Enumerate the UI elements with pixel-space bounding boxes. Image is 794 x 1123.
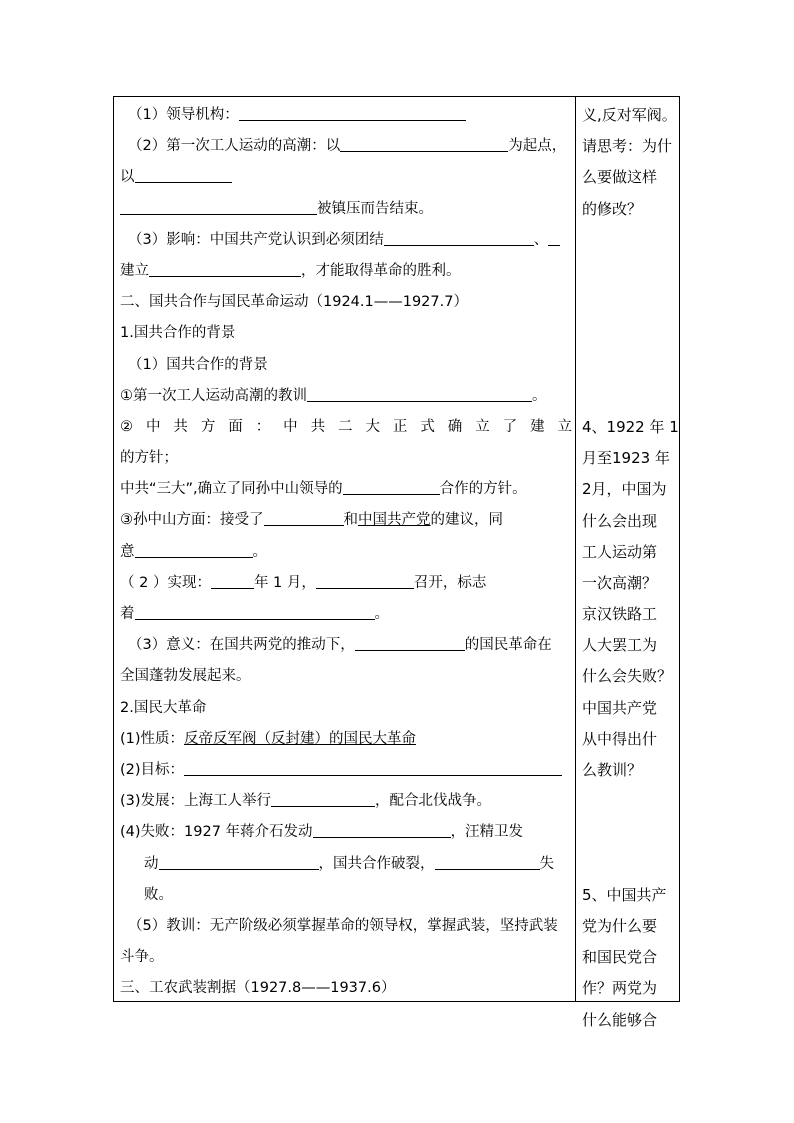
- ccp-aspect-char: 式: [420, 418, 435, 435]
- side-spacer: [582, 225, 676, 412]
- line-realization: （ 2 ）实现： 年 1 月， 召开，标志: [120, 574, 487, 591]
- blank-failed[interactable]: [435, 868, 540, 870]
- line-lesson: ①第一次工人运动高潮的教训 。: [120, 387, 547, 404]
- blank-build[interactable]: [149, 275, 301, 277]
- subheading-revolution: 2.国民大革命: [120, 699, 207, 716]
- ccp-aspect-char: 了: [502, 418, 518, 435]
- ccp-aspect-char: 中: [283, 418, 298, 435]
- blank-leadership-organ[interactable]: [239, 119, 466, 121]
- section-heading-3: 三、工农武装割据（1927.8——1937.6）: [120, 980, 396, 997]
- line-third-congress: 中共“三大”,确立了同孙中山领导的 合作的方针。: [120, 481, 527, 498]
- side-line: 什么能够合: [582, 1010, 658, 1029]
- side-line: 请思考：为什: [582, 137, 673, 156]
- blank-goal[interactable]: [184, 774, 562, 776]
- line-significance: （3）意义：在国共两党的推动下， 的国民革命在: [128, 637, 552, 654]
- line-lesson-5: （5）教训：无产阶级必须掌握革命的领导权，掌握武装，坚持武装: [128, 917, 558, 934]
- blank-year[interactable]: [211, 587, 254, 589]
- ccp-aspect-char: 确: [447, 418, 463, 435]
- line-movement-end: 以: [120, 162, 572, 193]
- line-nature: (1)性质：反帝反军阀（反封建）的国民大革命: [120, 730, 417, 747]
- side-question-column: [582, 100, 679, 1036]
- blank-cooperation-with[interactable]: [343, 493, 440, 495]
- blank-movement-end-b[interactable]: [120, 213, 317, 215]
- blank-uprising[interactable]: [271, 805, 375, 807]
- ccp-aspect-char: 面: [228, 418, 243, 435]
- line-marks: 着 。: [120, 606, 389, 622]
- blank-accepted[interactable]: [264, 524, 344, 526]
- side-line: 月至1923 年: [582, 449, 670, 468]
- side-line: 人大罢工为: [582, 636, 658, 655]
- line-first-workers-movement: （2）第一次工人运动的高潮：以 为起点，: [128, 138, 567, 155]
- line-nationwide: 全国蓬勃发展起来。: [120, 668, 251, 685]
- line-influence: （3）影响：中国共产党认识到必须团结 、: [120, 225, 572, 256]
- ccp-aspect-char: 建: [530, 418, 545, 435]
- side-line: 中国共产党: [582, 698, 658, 717]
- side-line: 工人运动第: [582, 542, 658, 561]
- blank-significance[interactable]: [355, 649, 465, 651]
- side-line: 的修改？: [582, 199, 643, 218]
- line-leadership-organ: （1）领导机构：: [120, 100, 572, 131]
- side-line: 2月，中国为: [582, 480, 667, 499]
- ccp-aspect-char: 正: [392, 418, 408, 435]
- ccp-aspect-char: 立: [475, 418, 490, 435]
- ccp-aspect-char: 方: [200, 418, 216, 435]
- side-line: 京汉铁路工: [582, 605, 658, 624]
- section-heading-2: 二、国共合作与国民革命运动（1924.1——1927.7）: [120, 294, 468, 311]
- side-line: 和国民党合: [582, 948, 658, 967]
- blank-unite-with[interactable]: [384, 244, 534, 246]
- item-background: （1）国共合作的背景: [128, 356, 268, 373]
- subheading-background: 1.国共合作的背景: [120, 325, 236, 342]
- line-failure: (4)失败：1927 年蒋介石发动 ，汪精卫发: [120, 824, 524, 841]
- line-build-front: 建立 ，才能取得革命的胜利。: [120, 262, 461, 279]
- side-line: 什么会出现: [582, 511, 658, 530]
- side-line: 党为什么要: [582, 916, 658, 935]
- side-line: 么要做这样: [582, 168, 658, 187]
- blank-movement-end-a[interactable]: [135, 181, 232, 183]
- blank-coup[interactable]: [313, 836, 451, 838]
- line-failure-end: 败。: [144, 886, 173, 903]
- ccp-aspect-char: ：: [255, 418, 271, 435]
- blank-lesson[interactable]: [307, 400, 532, 402]
- side-line: 义,反对军阀。: [582, 106, 677, 124]
- line-policy: 的方针；: [120, 450, 178, 467]
- blank-congress[interactable]: [316, 587, 414, 589]
- blank-wang-coup[interactable]: [159, 868, 319, 870]
- main-content-column: [120, 100, 572, 1004]
- blank-movement-start[interactable]: [340, 150, 508, 152]
- blank-agree[interactable]: [135, 556, 253, 558]
- side-line: 4、1922 年 1: [582, 417, 679, 436]
- side-line: 5、中国共产: [582, 885, 667, 904]
- line-agree: 意 。: [120, 543, 267, 560]
- side-line: 一次高潮？: [582, 573, 658, 592]
- blank-unite-with-b[interactable]: [548, 244, 560, 246]
- line-development: (3)发展：上海工人举行 ，配合北伐战争。: [120, 793, 492, 810]
- line-struggle: 斗争。: [120, 949, 164, 966]
- ccp-aspect-char: ②: [120, 418, 133, 435]
- ccp-aspect-char: 二: [338, 418, 353, 435]
- line-suppressed: 被镇压而告结束。: [120, 194, 572, 225]
- ccp-aspect-char: 立: [557, 418, 572, 435]
- side-line: 么教训？: [582, 761, 643, 779]
- line-ccp-aspect: [120, 412, 572, 443]
- ccp-aspect-char: 共: [310, 418, 326, 435]
- column-divider: [575, 96, 576, 1002]
- line-failure-cont: 动 ，国共合作破裂， 失: [144, 855, 554, 872]
- ccp-aspect-char: 大: [365, 418, 380, 435]
- ccp-aspect-char: 共: [173, 418, 188, 435]
- blank-marks[interactable]: [135, 618, 375, 620]
- ccp-aspect-char: 中: [145, 418, 161, 435]
- side-line: 什么会失败？: [582, 667, 673, 686]
- side-line: 从中得出什: [582, 729, 658, 748]
- line-sun-yatsen: ③孙中山方面：接受了 和中国共产党的建议，同: [120, 512, 503, 529]
- side-line: 作？两党为: [582, 979, 658, 998]
- line-goal: (2)目标：: [120, 755, 572, 786]
- side-spacer: [582, 786, 676, 880]
